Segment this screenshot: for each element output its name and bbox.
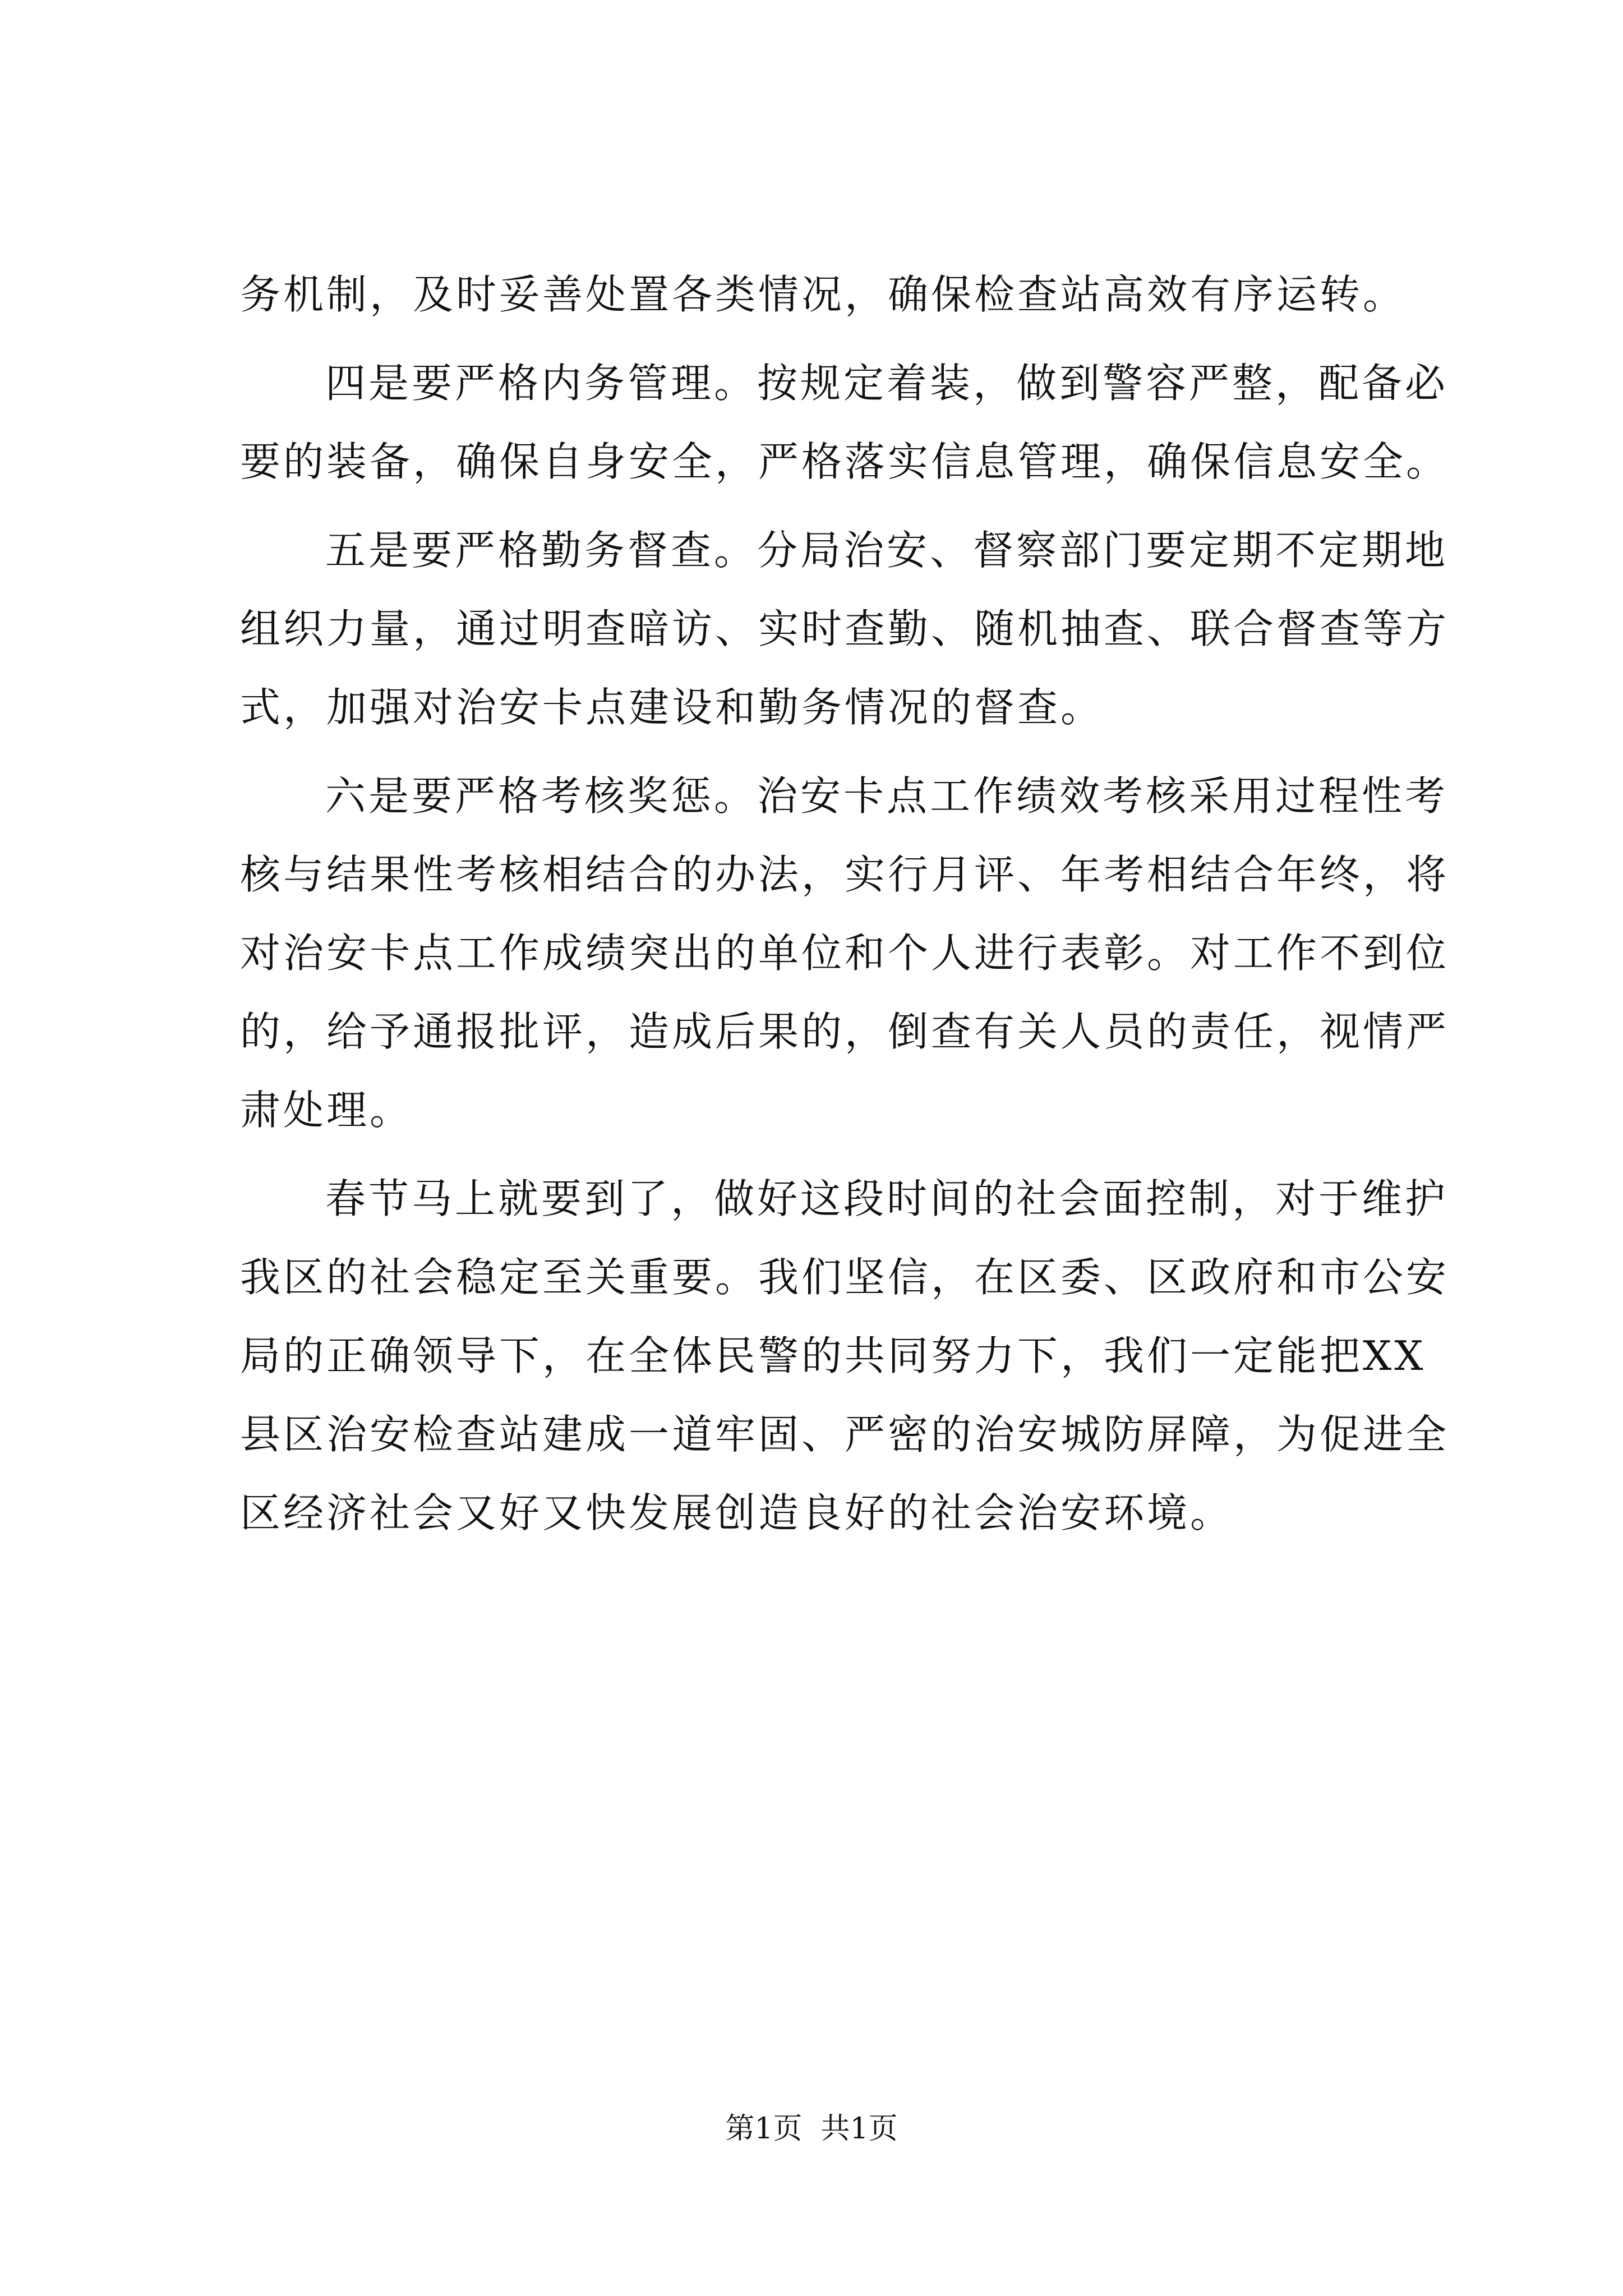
text-line: 五是要严格勤务督查。分局治安、督察部门要定期不定期地 [325,527,1449,574]
text-line: 对治安卡点工作成绩突出的单位和个人进行表彰。对工作不到位 [240,930,1450,977]
text-line: 务机制，及时妥善处置各类情况，确保检查站高效有序运转。 [240,271,1407,318]
text-line: 组织力量，通过明查暗访、实时查勤、随机抽查、联合督查等方 [240,605,1450,652]
text-line: 春节马上就要到了，做好这段时间的社会面控制，对于维护 [325,1175,1449,1222]
paragraph [240,1159,1450,1552]
page-footer [0,2109,1623,2148]
text-line: 我区的社会稳定至关重要。我们坚信，在区委、区政府和市公安 [240,1254,1450,1301]
text-line: 的，给予通报批评，造成后果的，倒查有关人员的责任，视情严 [240,1008,1450,1055]
text-line: 式，加强对治安卡点建设和勤务情况的督查。 [240,684,1104,731]
page-total: 共1页 [820,2112,898,2146]
page-number: 第1页 [725,2112,803,2146]
text-line: 区经济社会又好又快发展创造良好的社会治安环境。 [240,1489,1234,1536]
paragraph [240,757,1450,1149]
text-line: 局的正确领导下，在全体民警的共同努力下，我们一定能把XX [240,1332,1426,1379]
text-line: 肃处理。 [240,1087,413,1134]
text-line: 要的装备，确保自身安全，严格落实信息管理，确保信息安全。 [240,438,1450,485]
text-line: 核与结果性考核相结合的办法，实行月评、年考相结合年终，将 [240,851,1450,898]
paragraph [240,344,1450,501]
text-line: 四是要严格内务管理。按规定着装，做到警容严整，配备必 [325,360,1449,407]
paragraph [240,511,1450,747]
paragraph [240,255,1418,334]
text-line: 六是要严格考核奖惩。治安卡点工作绩效考核采用过程性考 [325,772,1449,820]
text-line: 县区治安检查站建成一道牢固、严密的治安城防屏障，为促进全 [240,1411,1450,1458]
document-body [240,255,1450,1552]
